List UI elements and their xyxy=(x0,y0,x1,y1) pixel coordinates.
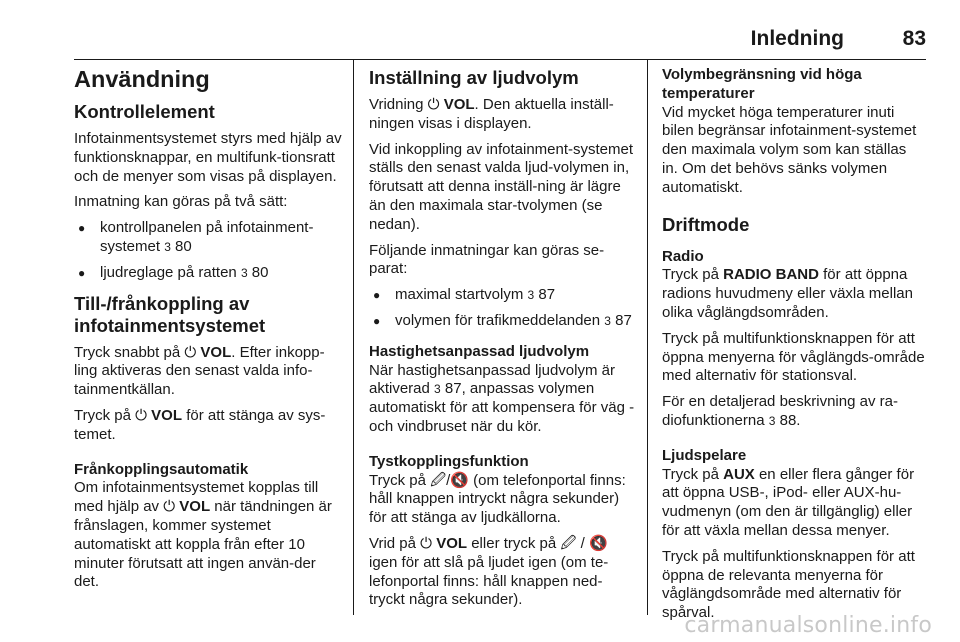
paragraph: Vridning ⏻ VOL. Den aktuella inställ-ningen visas i displayen. xyxy=(369,96,614,132)
column-1 xyxy=(74,60,344,599)
paragraph: Tryck på multifunktionsknappen för att öppna de relevanta menyerna för våglängdsområde med alternativ för spårval. xyxy=(662,547,915,622)
paragraph: Tryck på 🖉/🔇 (om telefonportal finns: håll knappen intryckt några sekunder) för att stänga av ljudkällorna. xyxy=(369,471,626,527)
paragraph: När hastighetsanpassad ljudvolym är aktiverad 3 87, anpassas volymen automatiskt för att kompensera för väg - och vindbruset när du kör. xyxy=(369,361,635,435)
paragraph: Tryck på RADIO BAND för att öppna radions huvudmeny eller växla mellan olika våglängdsområden. xyxy=(662,266,913,321)
heading-frankopplingsautomatik: Frånkopplingsautomatik xyxy=(74,460,249,478)
heading-till-frankoppling: Till-/frånkoppling av infotainmentsystemet xyxy=(74,292,266,336)
list-item: ● kontrollpanelen på infotainment-systemet 3 80 xyxy=(74,219,344,257)
phone-icon: 🖉 xyxy=(430,471,447,489)
paragraph: Vid inkoppling av infotainment-systemet ställs den senast valda ljud-volymen in, förutsatt att denna inställ-ning är lägre än den maximala star-tvolymen (se nedan). xyxy=(369,140,634,233)
heading-kontrollelement: Kontrollelement xyxy=(74,101,215,122)
page-header xyxy=(74,20,926,60)
heading-installning-ljudvolym: Inställning av ljudvolym xyxy=(369,67,579,88)
column-divider xyxy=(353,60,354,615)
heading-driftmode: Driftmode xyxy=(662,213,750,235)
key-label: VOL xyxy=(436,534,468,552)
page-reference: 87 xyxy=(538,286,556,304)
chapter-title: Inledning xyxy=(750,27,844,50)
paragraph: Om infotainmentsystemet kopplas till med hjälp av ⏻ VOL när tändningen är frånslagen, kommer systemet automatiskt att koppla från efter 10 minuter förutsatt att ingen använ-der det. xyxy=(74,479,332,591)
key-label: AUX xyxy=(723,465,755,483)
key-label: VOL xyxy=(151,406,183,424)
phone-icon: 🖉 xyxy=(560,534,577,552)
column-3 xyxy=(662,60,926,630)
paragraph: Vid mycket höga temperaturer inuti bilen begränsar infotainment-systemet den maximala volym som kan ställas in. Om det behövs sänks volymen automatiskt. xyxy=(662,103,917,196)
heading-ljudspelare: Ljudspelare xyxy=(662,446,747,464)
watermark: carmanualsonline.info xyxy=(684,613,932,638)
reference-arrow-icon: 3 xyxy=(434,382,441,397)
mute-icon: 🔇 xyxy=(450,471,469,489)
key-label: RADIO BAND xyxy=(723,266,819,284)
column-2 xyxy=(369,60,635,617)
power-icon: ⏻ xyxy=(163,498,176,516)
mute-icon: 🔇 xyxy=(588,534,608,552)
page-reference: 87 xyxy=(444,380,462,398)
paragraph: Tryck på multifunktionsknappen för att öppna menyerna för våglängds-område med alternativ för stationsval. xyxy=(662,329,925,385)
knob-icon: ⏻ xyxy=(420,534,433,552)
heading-hastighetsanpassad: Hastighetsanpassad ljudvolym xyxy=(369,342,590,360)
page-number: 83 xyxy=(902,27,926,50)
knob-icon: ⏻ xyxy=(427,96,440,113)
paragraph: Vrid på ⏻ VOL eller tryck på 🖉 / 🔇 igen för att slå på ljudet igen (om te-lefonportal finns: håll knappen ned-tryckt några sekunder). xyxy=(369,534,609,609)
paragraph: Tryck snabbt på ⏻ VOL. Efter inkopp-ling aktiveras den senast valda info-tainmentkällan. xyxy=(74,343,325,399)
bullet-list xyxy=(74,219,344,282)
power-icon: ⏻ xyxy=(184,343,197,361)
heading-tystkopplingsfunktion: Tystkopplingsfunktion xyxy=(369,452,529,470)
paragraph: Inmatning kan göras på två sätt: xyxy=(74,193,288,211)
reference-arrow-icon: 3 xyxy=(768,413,776,428)
reference-arrow-icon: 3 xyxy=(527,288,535,303)
paragraph: Tryck på ⏻ VOL för att stänga av sys-temet. xyxy=(74,406,326,443)
paragraph: Följande inmatningar kan göras se-parat: xyxy=(369,241,605,278)
list-item: ● volymen för trafikmeddelanden 3 87 xyxy=(369,312,635,331)
heading-volymbegransning: Volymbegränsning vid höga temperaturer xyxy=(662,66,862,102)
paragraph: Infotainmentsystemet styrs med hjälp av funktionsknappar, en multifunk-tionsratt och de menyer som visas på displayen. xyxy=(74,130,342,185)
page-reference: 80 xyxy=(251,263,269,281)
power-icon: ⏻ xyxy=(135,406,147,424)
reference-arrow-icon: 3 xyxy=(164,239,171,254)
paragraph: Tryck på AUX en eller flera gånger för att öppna USB-, iPod- eller AUX-hu-vudmenyn (om den är tillgänglig) eller för att växla mellan dessa menyer. xyxy=(662,465,915,539)
bullet-list xyxy=(369,286,635,331)
page-reference: 88 xyxy=(779,411,797,429)
column-divider xyxy=(647,60,648,615)
key-label: VOL xyxy=(200,343,232,361)
heading-radio: Radio xyxy=(662,247,704,265)
section-title: Användning xyxy=(74,66,210,92)
list-item: ● maximal startvolym 3 87 xyxy=(369,286,635,305)
reference-arrow-icon: 3 xyxy=(604,313,611,328)
key-label: VOL xyxy=(443,96,475,113)
list-item: ● ljudreglage på ratten 3 80 xyxy=(74,264,344,283)
reference-arrow-icon: 3 xyxy=(240,265,248,280)
page-reference: 80 xyxy=(175,237,192,255)
paragraph: För en detaljerad beskrivning av ra-diofunktionerna 3 88. xyxy=(662,393,898,429)
page-reference: 87 xyxy=(615,311,632,329)
key-label: VOL xyxy=(179,498,211,516)
